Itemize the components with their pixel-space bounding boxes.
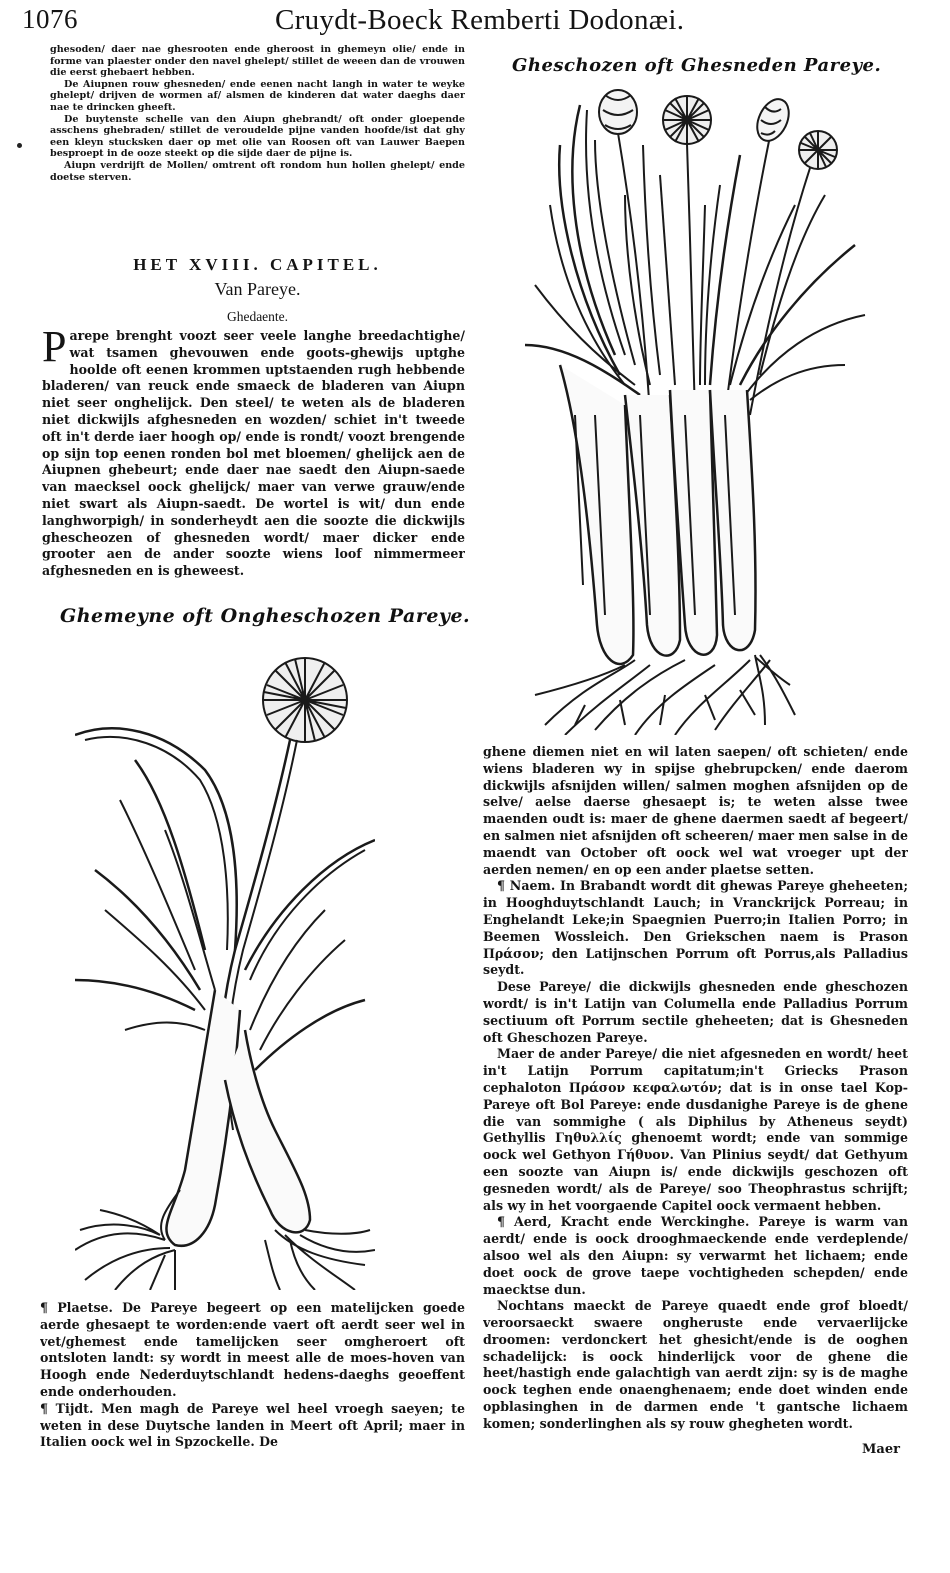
paragraph: ¶ Plaetse. De Pareye begeert op een matelijcken goede aerde ghesaept te worden:ende vaert oft aerdt seer wel in vet/ghemest ende tamelijcken seer omgheroert oft ontsloten landt: sy wordt in meest alle de moes-hoven van Hoogh ende Nederduytschlandt hedens-daeghs geoeffent ende onderhouden. (40, 1300, 465, 1399)
section-heading: Ghedaente. (226, 309, 289, 324)
drop-capital: P (42, 328, 67, 371)
paragraph: Aiupn verdrijft de Mollen/ omtrent oft rondom hun hollen ghelept/ ende doetse sterven. (50, 159, 465, 183)
flower-head (663, 96, 711, 144)
flower-head (799, 131, 837, 169)
left-bottom-text (40, 1300, 465, 1460)
paragraph: ghene diemen niet en wil laten saepen/ oft schieten/ ende wiens bladeren wy in spijse ghebrupcken/ ende daerom dickwijls afsnijden willen/ salmen moghen afsnijden op de selve/ aelse daerse ghesaept is; te weten alsse twee maenden oudt is: maer de ghene daermen saedt af begeert/ en salmen niet afsnijden oft scheeren/ maer men salse in de maendt van October oft oock wel wat vroeger upt der aerden nemen/ en op een ander plaetse setten. (483, 744, 908, 877)
paragraph: ghesoden/ daer nae ghesrooten ende gheroost in ghemeyn olie/ ende in forme van plaester onder den navel ghelept/ stillet de weeen dan de vrouwen die eerst ghebaert hebben. (50, 44, 465, 79)
paragraph: Maer de ander Pareye/ die niet afgesneden en wordt/ heet in't Latijn Porrum capitatum;in't Griecks Prason cephaloton Πράσον κεφαλωτόν; dat is in onse tael Kop-Pareye oft Bol Pareye: ende dusdanighe Pareye is de ghene die van sommighe ( als Diphilus by Atheneus seydt) Gethyllis Γηθυλλίς ghenoemt wordt; ende van sommige oock wel Gethyon Γήθυον. Van Plinius seydt/ dat Gethyum een soozte van Aiupn is/ ende dickwijls geschozen oft gesneden wordt/ als de Pareye/ soo Theophrastus schrijft; als wy in het voorgaende Capitel oock vermaent hebben. (483, 1046, 908, 1213)
paragraph: De buytenste schelle van den Aiupn ghebrandt/ oft onder gloepende asschens ghebraden/ stillet de veroudelde pijne vanden hoofde/ist dat ghy een kleyn stucksken daer op met olie van Roosen oft van Lauwer Baepen besproept in de ooze steekt op die sijde daer de pijne is. (50, 113, 465, 160)
description-body: arepe brenght voozt seer veele langhe breedachtighe/ wat tsamen ghevouwen ende goots-ghewijs uptghe hoolde oft eenen krommen uptstaenden rugh hebbende bladeren/ van reuck ende smaeck de bladeren van Aiupn niet seer onghelijck. Den steel/ te weten als de bladeren niet dickwijls afghesneden en wozden/ schiet in't tweede oft in't derde iaer hoogh op/ ende is rondt/ voozt brengende op sijn top eenen ronden bol met bloemen/ ghelijck aen de Aiupnen ghebeurt; ende daer nae saedt den Aiupn-saede van maecksel oock ghelijck/ maer van verwe grauw/ende niet swart als Aiupn-saedt. De wortel is wit/ dun ende langhworpigh/ in sonderheydt aen die soozte die dickwijls ghescheozen of ghesneden wordt/ maer dicker ende grooter aen de ander soozte wiens loof nimmermeer afghesneden en is gheweest. (42, 328, 465, 579)
left-figure-caption: Ghemeyne oft Ongheschozen Pareye. (60, 605, 471, 627)
flower-head (751, 94, 795, 146)
paragraph: ¶ Naem. In Brabandt wordt dit ghewas Pareye gheheeten; in Hooghduytschlandt Lauch; in Vranckrijck Porreau; in Enghelandt Leke;in Spaegnien Puerro;in Italien Porro; in Beemen Wossleich. Den Griekschen naem is Prason Πράσον; den Latijnschen Porrum oft Porrus,als Palladius seydt. (483, 878, 908, 978)
cut-leek-illustration (525, 85, 870, 735)
right-column-text (483, 744, 908, 1439)
right-figure-caption: Gheschozen oft Ghesneden Pareye. (512, 55, 882, 76)
paragraph: ¶ Tijdt. Men magh de Pareye wel heel vroegh saeyen; te weten in dese Duytsche landen in Meert oft April; maer in Italien oock wel in Spzockelle. De (40, 1400, 465, 1450)
margin-mark (17, 143, 22, 148)
chapter-number: HET XVIII. CAPITEL. (133, 255, 382, 274)
running-title: Cruydt-Boeck Remberti Dodonæi. (275, 4, 685, 36)
flower-head (263, 658, 347, 742)
description-text (42, 328, 465, 593)
page-number: 1076 (22, 4, 78, 34)
paragraph: Dese Pareye/ die dickwijls ghesneden ende gheschozen wordt/ is in't Latijn van Columella ende Palladius Porrum sectiuum oft Porrum sectile gheheeten; dat is Ghesneden oft Gheschozen Pareye. (483, 979, 908, 1045)
uncut-leek-illustration (75, 650, 375, 1290)
catchword: Maer (862, 1442, 900, 1457)
chapter-title: Van Pareye. (214, 279, 301, 299)
left-top-text (50, 44, 465, 244)
flower-head (599, 90, 637, 134)
paragraph: ¶ Aerd, Kracht ende Werckinghe. Pareye is warm van aerdt/ ende is oock drooghmaeckende ende verdeplende/ alsoo wel als den Aiupn: sy verwarmt het lichaem; ende doet oock de grove taepe vochtigheden schepden/ ende maecktse dun. (483, 1214, 908, 1297)
paragraph: De Aiupnen rouw ghesneden/ ende eenen nacht langh in water te weyke ghelept/ drijven de wormen af/ alsmen de kinderen dat water daeghs daer nae te drincken gheeft. (50, 78, 465, 113)
paragraph: Nochtans maeckt de Pareye quaedt ende grof bloedt/ veroorsaeckt swaere ongheruste ende vervaerlijcke droomen: verdonckert het ghesicht/ende is de ooghen schadelijck: is oock hinderlijck voor de ghene die heet/hastigh ende galachtigh van aerdt zijn: sy is de maghe oock teghen ende onaenghenaem; ende doet winden ende opblasinghen in de darmen ende 't gantsche lichaem komen; sonderlinghen als sy rouw ghegheten wordt. (483, 1298, 908, 1431)
